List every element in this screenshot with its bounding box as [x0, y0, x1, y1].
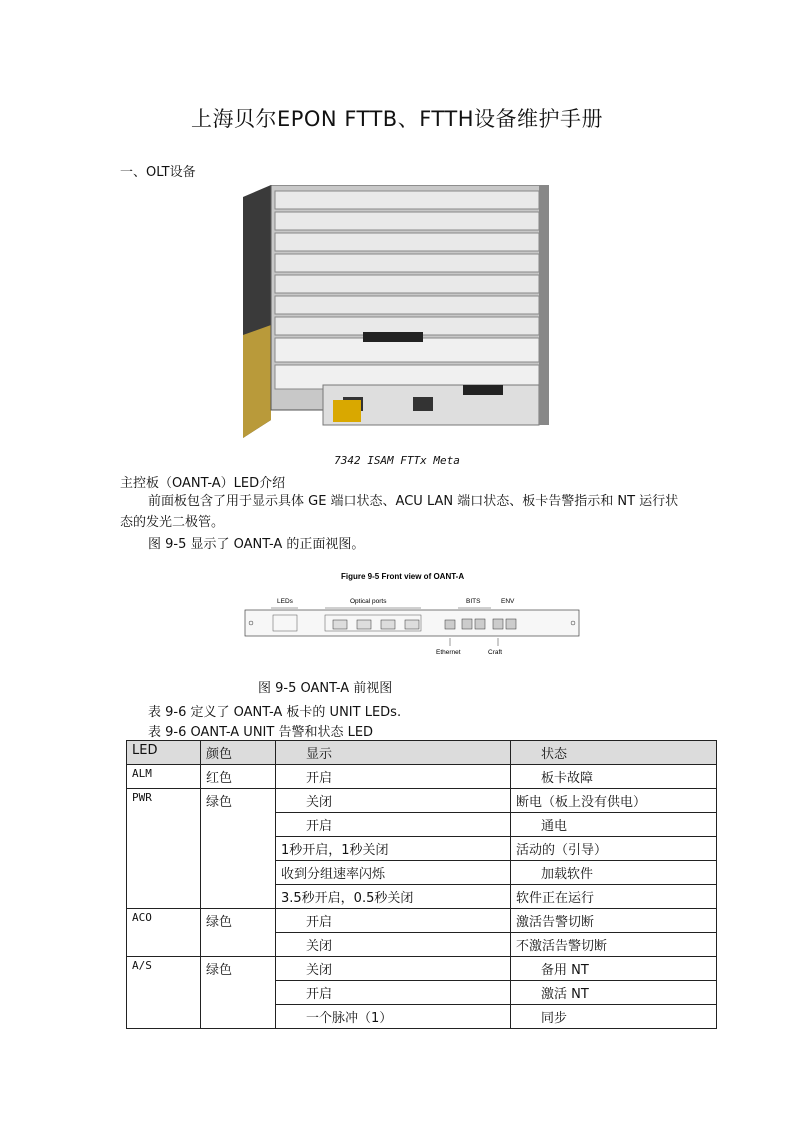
olt-chassis-photo	[243, 185, 553, 438]
figure-label-craft: Craft	[488, 649, 503, 656]
paragraph-table-ref: 表 9-6 定义了 OANT-A 板卡的 UNIT LEDs.	[148, 705, 402, 720]
section-heading-olt: 一、OLT设备	[120, 165, 196, 180]
led-display: 收到分组速率闪烁	[276, 861, 511, 885]
header-led: LED	[127, 741, 201, 765]
header-color: 颜色	[201, 741, 276, 765]
led-status-table	[126, 740, 717, 1029]
table-row	[127, 957, 717, 981]
table-row	[127, 765, 717, 789]
subsection-heading: 主控板（OANT-A）LED介绍	[120, 476, 286, 491]
led-name: PWR	[127, 789, 201, 909]
led-state: 激活 NT	[511, 981, 717, 1005]
led-state: 软件正在运行	[511, 885, 717, 909]
figure-title: Figure 9-5 Front view of OANT-A	[341, 572, 465, 581]
paragraph-front-panel: 前面板包含了用于显示具体 GE 端口状态、ACU LAN 端口状态、板卡告警指示和 NT 运行状态的发光二极管。	[120, 494, 679, 530]
led-state: 板卡故障	[511, 765, 717, 789]
figure-label-leds: LEDs	[277, 598, 293, 605]
led-display: 3.5秒开启，0.5秒关闭	[276, 885, 511, 909]
figure-label-env: ENV	[501, 598, 515, 605]
table-row	[127, 789, 717, 813]
led-state: 断电（板上没有供电）	[511, 789, 717, 813]
led-display: 开启	[276, 981, 511, 1005]
table-header-row	[127, 741, 717, 765]
led-display: 开启	[276, 813, 511, 837]
led-display: 关闭	[276, 933, 511, 957]
led-display: 一个脉冲（1）	[276, 1005, 511, 1029]
led-name: ALM	[127, 765, 201, 789]
led-state: 不激活告警切断	[511, 933, 717, 957]
led-state: 备用 NT	[511, 957, 717, 981]
figure-label-optical: Optical ports	[350, 598, 387, 605]
led-state: 同步	[511, 1005, 717, 1029]
led-display: 开启	[276, 765, 511, 789]
led-display: 1秒开启，1秒关闭	[276, 837, 511, 861]
led-state: 激活告警切断	[511, 909, 717, 933]
paragraph-figure-ref: 图 9-5 显示了 OANT-A 的正面视图。	[148, 537, 365, 552]
led-state: 活动的（引导）	[511, 837, 717, 861]
photo-caption: 7342 ISAM FTTx Meta	[334, 454, 460, 467]
oant-a-front-view-figure	[243, 568, 583, 658]
header-state: 状态	[511, 741, 717, 765]
table-row	[127, 909, 717, 933]
led-state: 加载软件	[511, 861, 717, 885]
table-caption: 表 9-6 OANT-A UNIT 告警和状态 LED	[148, 725, 374, 740]
figure-caption: 图 9-5 OANT-A 前视图	[258, 681, 393, 696]
led-name: ACO	[127, 909, 201, 957]
figure-label-ethernet: Ethernet	[436, 649, 461, 656]
led-color: 绿色	[201, 909, 276, 957]
led-name: A/S	[127, 957, 201, 1029]
led-state: 通电	[511, 813, 717, 837]
header-display: 显示	[276, 741, 511, 765]
led-display: 关闭	[276, 957, 511, 981]
led-color: 绿色	[201, 789, 276, 909]
led-color: 红色	[201, 765, 276, 789]
led-display: 关闭	[276, 789, 511, 813]
document-title: 上海贝尔EPON FTTB、FTTH设备维护手册	[190, 107, 604, 131]
figure-label-bits: BITS	[466, 598, 481, 605]
led-display: 开启	[276, 909, 511, 933]
led-color: 绿色	[201, 957, 276, 1029]
